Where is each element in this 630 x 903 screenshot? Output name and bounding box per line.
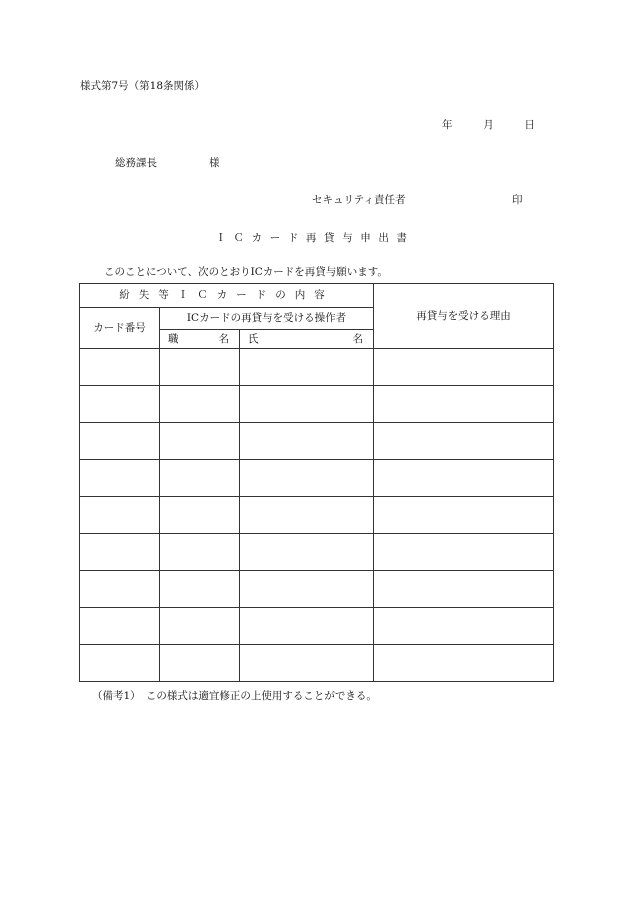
table-row — [80, 645, 554, 682]
card-number-header: カード番号 — [80, 308, 160, 349]
date-year: 年 — [442, 119, 453, 131]
card-number-cell[interactable] — [80, 349, 160, 386]
position-cell[interactable] — [160, 645, 240, 682]
name-cell[interactable] — [240, 349, 374, 386]
form-number: 様式第7号（第18条関係） — [80, 80, 206, 92]
addressee — [115, 158, 220, 169]
name-cell[interactable] — [240, 571, 374, 608]
addressee-honorific: 様 — [209, 157, 220, 169]
card-number-cell[interactable] — [80, 571, 160, 608]
seal-mark: 印 — [512, 194, 523, 206]
date-line — [442, 120, 535, 131]
reason-cell[interactable] — [374, 386, 554, 423]
card-number-cell[interactable] — [80, 423, 160, 460]
position-cell[interactable] — [160, 534, 240, 571]
reason-cell[interactable] — [374, 645, 554, 682]
name-cell[interactable] — [240, 386, 374, 423]
reason-cell[interactable] — [374, 460, 554, 497]
table-row — [80, 423, 554, 460]
reason-header: 再貸与を受ける理由 — [374, 284, 554, 349]
name-cell[interactable] — [240, 534, 374, 571]
card-number-cell[interactable] — [80, 460, 160, 497]
table-row — [80, 497, 554, 534]
position-cell[interactable] — [160, 571, 240, 608]
date-day: 日 — [524, 119, 535, 131]
reason-cell[interactable] — [374, 497, 554, 534]
operator-header: ICカードの再貸与を受ける操作者 — [160, 308, 374, 330]
position-cell[interactable] — [160, 460, 240, 497]
table-row — [80, 460, 554, 497]
table-row — [80, 608, 554, 645]
card-number-cell[interactable] — [80, 534, 160, 571]
document-title: ＩＣカード再貸与申出書 — [215, 232, 415, 244]
card-number-cell[interactable] — [80, 608, 160, 645]
card-number-cell[interactable] — [80, 386, 160, 423]
reason-cell[interactable] — [374, 423, 554, 460]
reason-cell[interactable] — [374, 534, 554, 571]
reason-cell[interactable] — [374, 608, 554, 645]
date-month: 月 — [483, 119, 494, 131]
card-number-cell[interactable] — [80, 497, 160, 534]
position-cell[interactable] — [160, 608, 240, 645]
table-row — [80, 386, 554, 423]
table-row — [80, 534, 554, 571]
position-cell[interactable] — [160, 386, 240, 423]
name-cell[interactable] — [240, 497, 374, 534]
reason-cell[interactable] — [374, 349, 554, 386]
name-cell[interactable] — [240, 608, 374, 645]
name-header: 氏 名 — [240, 330, 374, 349]
table-row — [80, 349, 554, 386]
name-cell[interactable] — [240, 460, 374, 497]
card-number-cell[interactable] — [80, 645, 160, 682]
group-header: 紛失等ＩＣカードの内容 — [80, 284, 374, 308]
reason-cell[interactable] — [374, 571, 554, 608]
position-cell[interactable] — [160, 349, 240, 386]
addressee-title: 総務課長 — [115, 157, 157, 169]
security-officer-label: セキュリティ責任者 — [312, 194, 406, 206]
position-cell[interactable] — [160, 423, 240, 460]
footnote: （備考1） この様式は適宜修正の上使用することができる。 — [92, 690, 377, 702]
table-row — [80, 571, 554, 608]
intro-text: このことについて、次のとおりICカードを再貸与願います。 — [104, 266, 388, 278]
position-header: 職 名 — [160, 330, 240, 349]
name-cell[interactable] — [240, 645, 374, 682]
name-cell[interactable] — [240, 423, 374, 460]
position-cell[interactable] — [160, 497, 240, 534]
reissue-table — [79, 283, 554, 682]
